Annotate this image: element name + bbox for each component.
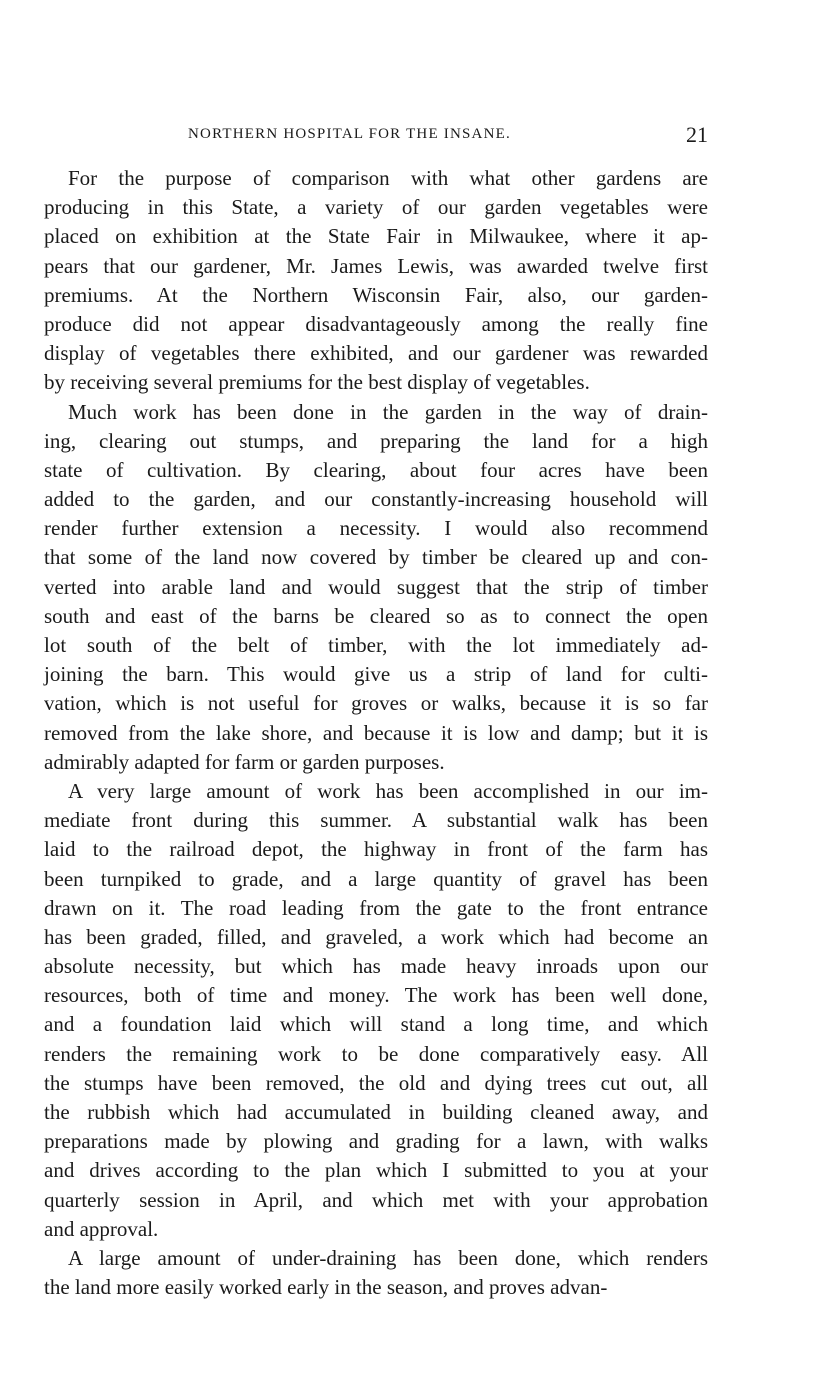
text-line: For the purpose of comparison with what other gardens are xyxy=(68,166,708,190)
text-line: pears that our gardener, Mr. James Lewis, was awarded twelve first xyxy=(44,253,708,278)
text-line: Much work has been done in the garden in the way of drain- xyxy=(68,399,708,424)
text-line: laid to the railroad depot, the highway in front of the farm has xyxy=(44,837,708,862)
text-line: A large amount of under-draining has been done, which renders xyxy=(68,1245,708,1270)
paragraph-2 xyxy=(44,398,708,777)
text-line: preparations made by plowing and grading for a lawn, with walks xyxy=(44,1129,708,1154)
text-line: renders the remaining work to be done comparatively easy. All xyxy=(44,1041,708,1066)
page-number: 21 xyxy=(686,122,708,147)
text-line: quarterly session in April, and which met with your approbation xyxy=(44,1187,708,1212)
text-line: the land more easily worked early in the season, and proves advan- xyxy=(44,1275,608,1300)
paragraph-4 xyxy=(44,1244,708,1302)
text-line: added to the garden, and our constantly-increasing household will xyxy=(44,487,708,512)
text-line: has been graded, filled, and graveled, a work which had become an xyxy=(44,924,708,949)
text-line: been turnpiked to grade, and a large quantity of gravel has been xyxy=(44,866,708,891)
text-line: drawn on it. The road leading from the gate to the front entrance xyxy=(44,895,708,920)
text-line: and approval. xyxy=(44,1216,159,1241)
text-line: by receiving several premiums for the best display of vegetables. xyxy=(44,370,590,395)
paragraph-3 xyxy=(44,777,708,1244)
text-line: absolute necessity, but which has made heavy inroads upon our xyxy=(44,954,708,979)
text-line: the rubbish which had accumulated in building cleaned away, and xyxy=(44,1100,708,1124)
text-line: admirably adapted for farm or garden purposes. xyxy=(44,749,445,774)
paragraph-1 xyxy=(44,164,708,398)
text-line: removed from the lake shore, and because it is low and damp; but it is xyxy=(44,720,708,745)
text-line: verted into arable land and would suggest that the strip of timber xyxy=(44,574,708,599)
text-line: produce did not appear disadvantageously among the really fine xyxy=(44,311,708,336)
running-title: NORTHERN HOSPITAL FOR THE INSANE. xyxy=(188,126,511,142)
text-line: ing, clearing out stumps, and preparing the land for a high xyxy=(44,428,708,453)
text-line: render further extension a necessity. I would also recommend xyxy=(44,516,708,541)
running-head xyxy=(188,124,708,148)
text-line: display of vegetables there exhibited, and our gardener was rewarded xyxy=(44,341,708,366)
body-text xyxy=(44,164,708,1302)
text-line: the stumps have been removed, the old and dying trees cut out, all xyxy=(44,1070,708,1095)
text-line: lot south of the belt of timber, with the lot immediately ad- xyxy=(44,633,708,657)
text-line: vation, which is not useful for groves or walks, because it is so far xyxy=(44,691,708,716)
text-line: mediate front during this summer. A substantial walk has been xyxy=(44,808,708,833)
text-line: and a foundation laid which will stand a long time, and which xyxy=(44,1012,708,1037)
text-line: resources, both of time and money. The work has been well done, xyxy=(44,983,708,1008)
text-line: that some of the land now covered by timber be cleared up and con- xyxy=(44,545,708,570)
text-line: placed on exhibition at the State Fair in Milwaukee, where it ap- xyxy=(44,224,708,249)
text-line: joining the barn. This would give us a strip of land for culti- xyxy=(44,662,708,687)
text-line: south and east of the barns be cleared so as to connect the open xyxy=(44,603,708,628)
text-line: and drives according to the plan which I submitted to you at your xyxy=(44,1158,708,1183)
text-line: premiums. At the Northern Wisconsin Fair, also, our garden- xyxy=(44,282,708,307)
text-line: producing in this State, a variety of our garden vegetables were xyxy=(44,195,708,220)
text-line: state of cultivation. By clearing, about four acres have been xyxy=(44,457,708,482)
text-line: A very large amount of work has been accomplished in our im- xyxy=(68,778,708,803)
